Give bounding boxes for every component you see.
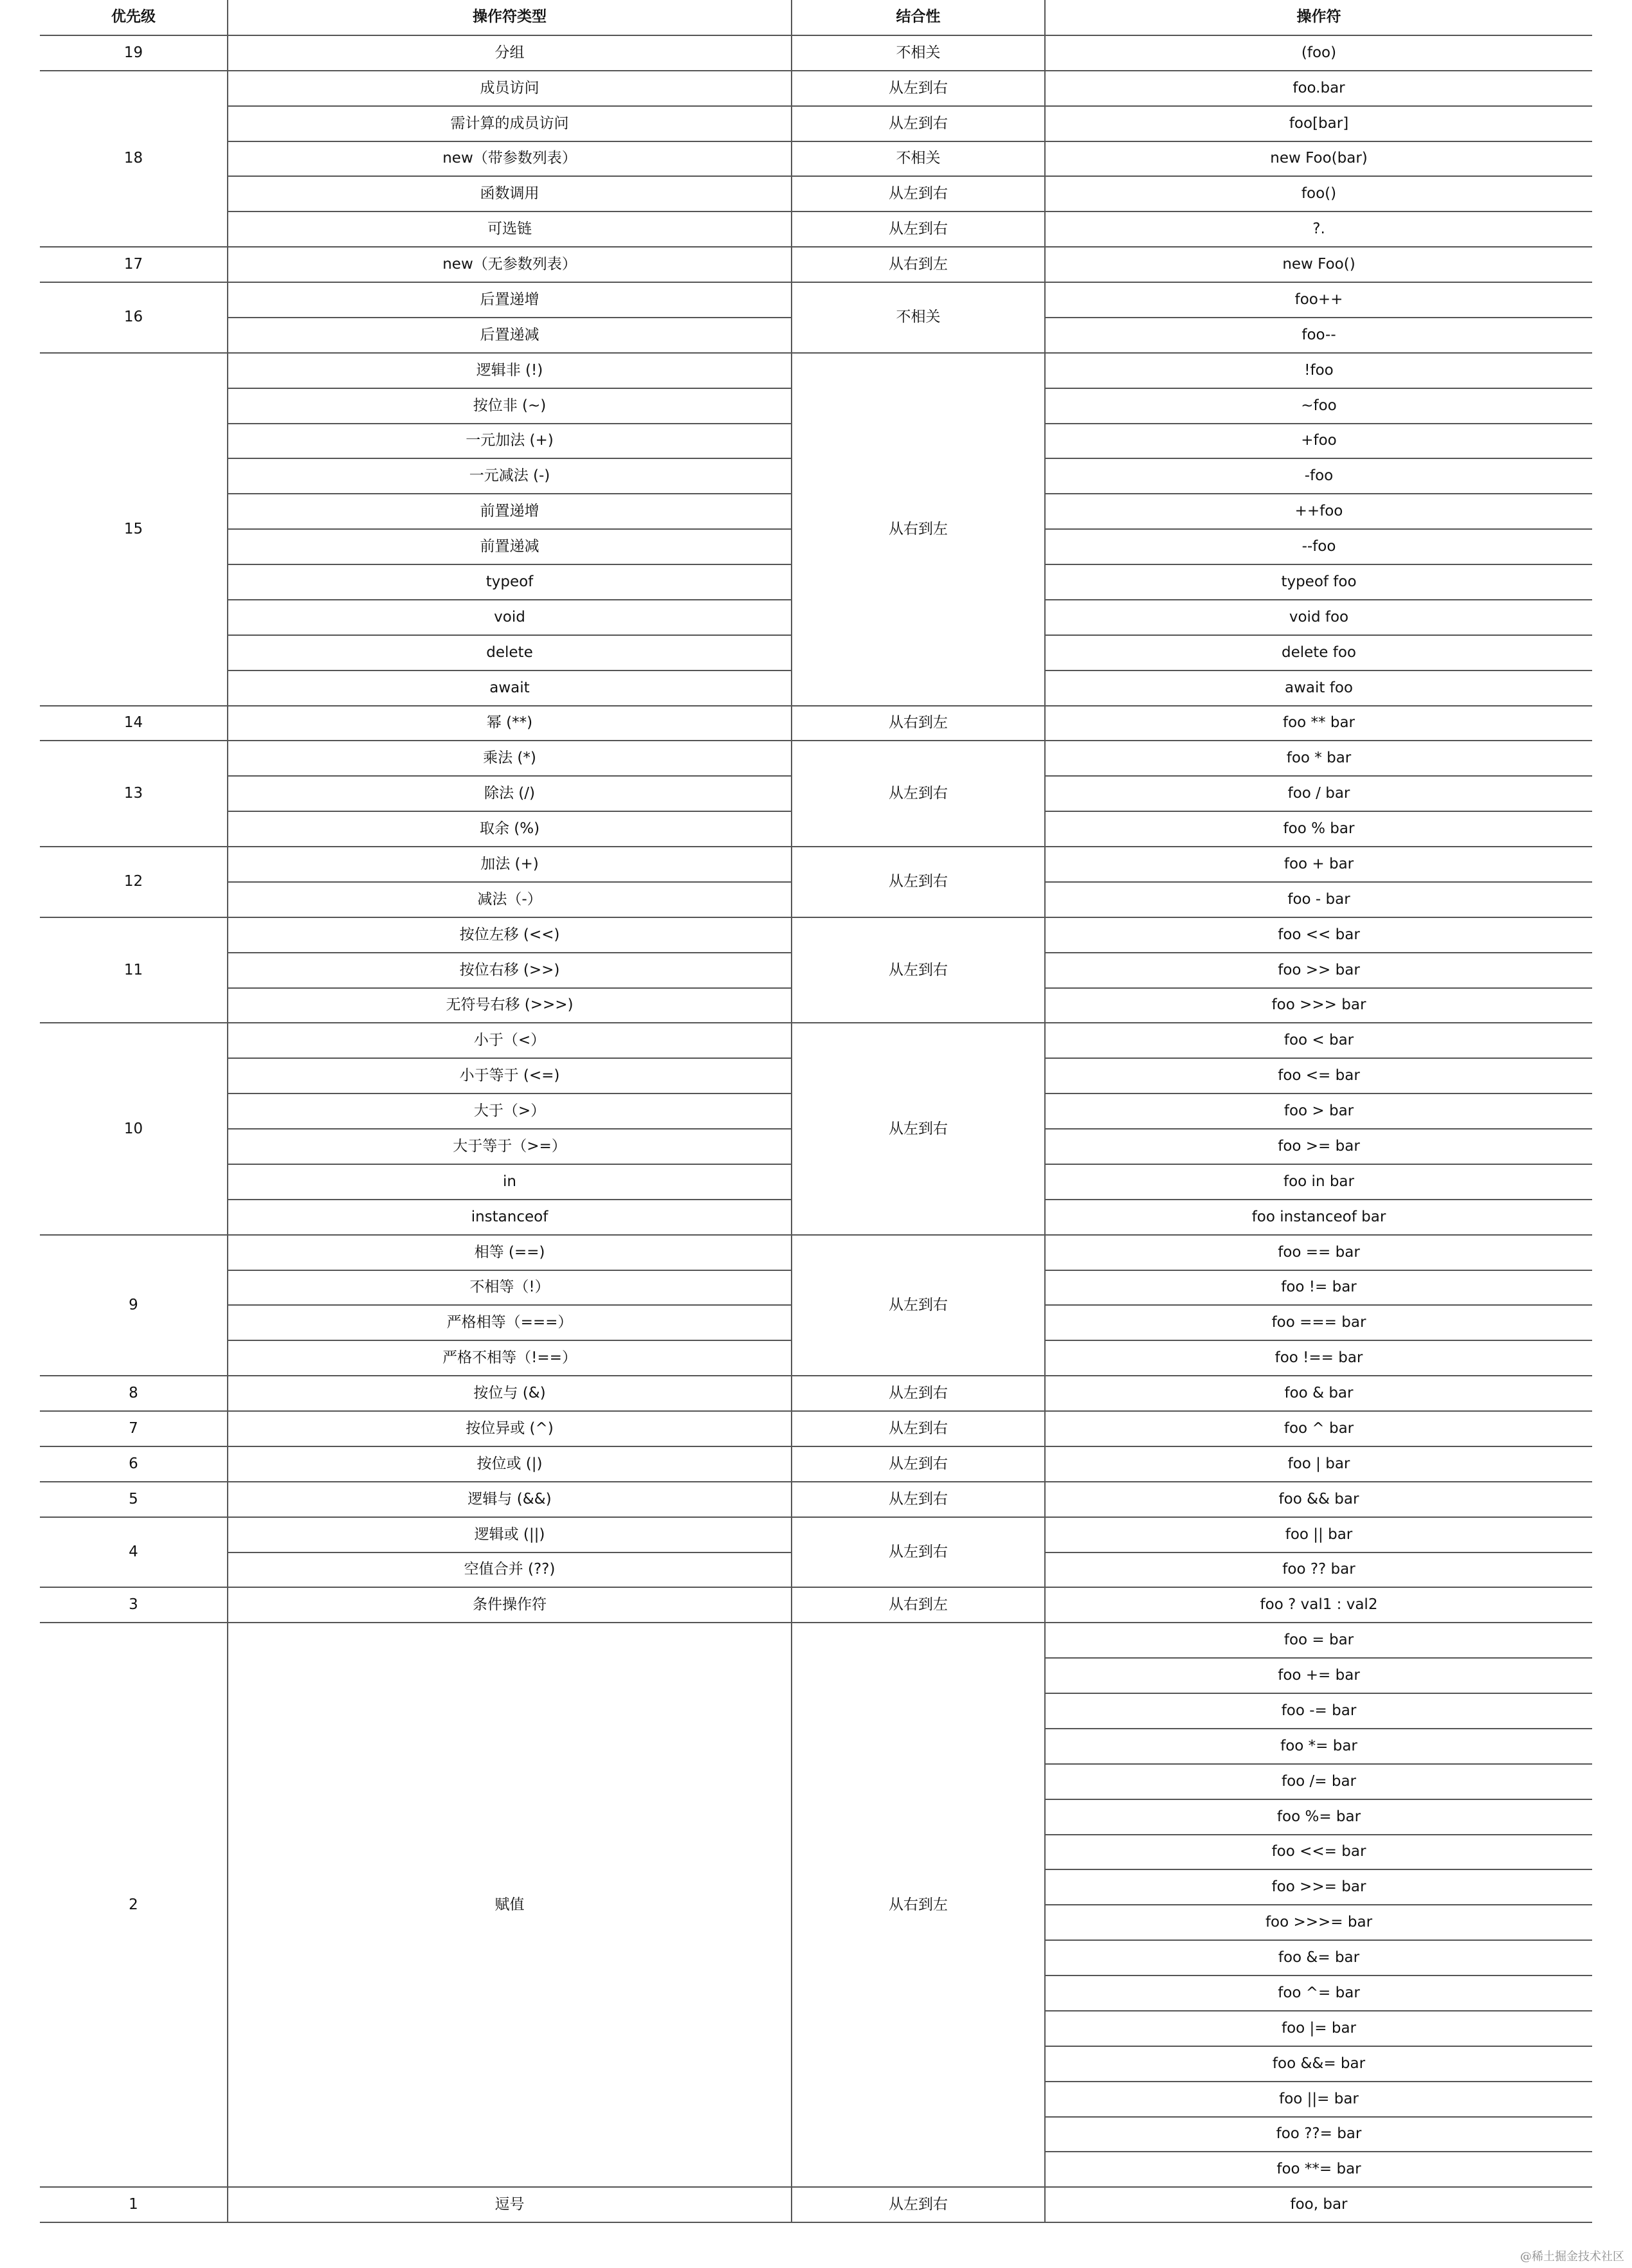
operator-cell: foo / bar bbox=[1045, 776, 1592, 811]
operator-cell: foo === bar bbox=[1045, 1305, 1592, 1340]
operator-cell: foo++ bbox=[1045, 282, 1592, 318]
operator-cell: foo &= bar bbox=[1045, 1940, 1592, 1976]
table-row bbox=[40, 1411, 1592, 1446]
associativity-cell: 从左到右 bbox=[792, 741, 1045, 847]
operator-cell: foo.bar bbox=[1045, 71, 1592, 106]
table-row bbox=[40, 1623, 1592, 1658]
operator-type-cell: 前置递增 bbox=[228, 494, 792, 529]
operator-type-cell: 取余 (%) bbox=[228, 811, 792, 847]
operator-cell: await foo bbox=[1045, 670, 1592, 706]
operator-cell: typeof foo bbox=[1045, 564, 1592, 600]
precedence-cell: 9 bbox=[40, 1235, 228, 1376]
operator-type-cell: 幂 (**) bbox=[228, 706, 792, 741]
operator-type-cell: 逗号 bbox=[228, 2187, 792, 2222]
operator-cell: new Foo(bar) bbox=[1045, 141, 1592, 177]
precedence-cell: 3 bbox=[40, 1587, 228, 1623]
operator-type-cell: await bbox=[228, 670, 792, 706]
table-row bbox=[40, 106, 1592, 141]
associativity-cell: 从左到右 bbox=[792, 71, 1045, 106]
operator-cell: ~foo bbox=[1045, 388, 1592, 424]
operator-type-cell: new（带参数列表） bbox=[228, 141, 792, 177]
operator-type-cell: 大于等于（>=） bbox=[228, 1129, 792, 1164]
watermark: @稀土掘金技术社区 bbox=[1520, 2250, 1624, 2264]
precedence-cell: 1 bbox=[40, 2187, 228, 2222]
operator-cell: foo &&= bar bbox=[1045, 2046, 1592, 2082]
operator-cell: foo <<= bar bbox=[1045, 1835, 1592, 1870]
operator-cell: foo + bar bbox=[1045, 847, 1592, 882]
operator-type-cell: 无符号右移 (>>>) bbox=[228, 988, 792, 1023]
operator-cell: foo == bar bbox=[1045, 1235, 1592, 1270]
table-row bbox=[40, 1587, 1592, 1623]
associativity-cell: 从右到左 bbox=[792, 247, 1045, 282]
operator-type-cell: typeof bbox=[228, 564, 792, 600]
operator-type-cell: 不相等（!） bbox=[228, 1270, 792, 1306]
table-row bbox=[40, 2187, 1592, 2222]
table-row bbox=[40, 1235, 1592, 1270]
operator-cell: foo ||= bar bbox=[1045, 2082, 1592, 2117]
associativity-cell: 从左到右 bbox=[792, 1235, 1045, 1376]
associativity-cell: 从左到右 bbox=[792, 176, 1045, 212]
operator-type-cell: delete bbox=[228, 635, 792, 670]
table-row bbox=[40, 1376, 1592, 1411]
operator-type-cell: 除法 (/) bbox=[228, 776, 792, 811]
table-row bbox=[40, 141, 1592, 177]
header-operator-type: 操作符类型 bbox=[228, 0, 792, 35]
operator-cell: foo >= bar bbox=[1045, 1129, 1592, 1164]
operator-type-cell: 前置递减 bbox=[228, 529, 792, 564]
operator-cell: (foo) bbox=[1045, 35, 1592, 71]
operator-type-cell: 按位或 (|) bbox=[228, 1446, 792, 1482]
operator-type-cell: 减法（-） bbox=[228, 882, 792, 917]
associativity-cell: 从左到右 bbox=[792, 212, 1045, 247]
operator-cell: foo <= bar bbox=[1045, 1058, 1592, 1094]
table-row bbox=[40, 353, 1592, 388]
operator-type-cell: 按位左移 (<<) bbox=[228, 917, 792, 953]
operator-cell: foo < bar bbox=[1045, 1023, 1592, 1058]
operator-cell: foo[bar] bbox=[1045, 106, 1592, 141]
operator-cell: foo % bar bbox=[1045, 811, 1592, 847]
operator-type-cell: 小于等于 (<=) bbox=[228, 1058, 792, 1094]
operator-type-cell: 可选链 bbox=[228, 212, 792, 247]
table-row bbox=[40, 71, 1592, 106]
operator-cell: foo || bar bbox=[1045, 1517, 1592, 1553]
table-row bbox=[40, 212, 1592, 247]
operator-type-cell: 成员访问 bbox=[228, 71, 792, 106]
precedence-cell: 16 bbox=[40, 282, 228, 353]
header-operator: 操作符 bbox=[1045, 0, 1592, 35]
operator-cell: foo !== bar bbox=[1045, 1340, 1592, 1376]
table-row bbox=[40, 282, 1592, 318]
operator-cell: foo * bar bbox=[1045, 741, 1592, 776]
table-row bbox=[40, 176, 1592, 212]
operator-type-cell: 按位异或 (^) bbox=[228, 1411, 792, 1446]
associativity-cell: 从右到左 bbox=[792, 1587, 1045, 1623]
operator-type-cell: 乘法 (*) bbox=[228, 741, 792, 776]
associativity-cell: 从左到右 bbox=[792, 1446, 1045, 1482]
operator-cell: ++foo bbox=[1045, 494, 1592, 529]
operator-cell: +foo bbox=[1045, 424, 1592, 459]
associativity-cell: 从左到右 bbox=[792, 917, 1045, 1023]
operator-type-cell: in bbox=[228, 1164, 792, 1200]
table-row bbox=[40, 1446, 1592, 1482]
associativity-cell: 不相关 bbox=[792, 35, 1045, 71]
operator-type-cell: 按位右移 (>>) bbox=[228, 953, 792, 988]
associativity-cell: 从左到右 bbox=[792, 1517, 1045, 1588]
operator-cell: foo ^= bar bbox=[1045, 1976, 1592, 2011]
operator-cell: foo ^ bar bbox=[1045, 1411, 1592, 1446]
operator-cell: foo /= bar bbox=[1045, 1764, 1592, 1799]
precedence-cell: 11 bbox=[40, 917, 228, 1023]
operator-cell: foo != bar bbox=[1045, 1270, 1592, 1306]
operator-type-cell: new（无参数列表） bbox=[228, 247, 792, 282]
operator-cell: foo << bar bbox=[1045, 917, 1592, 953]
precedence-cell: 7 bbox=[40, 1411, 228, 1446]
operator-type-cell: 逻辑与 (&&) bbox=[228, 1482, 792, 1517]
table-body bbox=[40, 35, 1592, 2222]
associativity-cell: 从右到左 bbox=[792, 1623, 1045, 2187]
operator-cell: foo |= bar bbox=[1045, 2011, 1592, 2046]
table-row bbox=[40, 917, 1592, 953]
precedence-cell: 15 bbox=[40, 353, 228, 706]
operator-cell: foo & bar bbox=[1045, 1376, 1592, 1411]
operator-type-cell: 逻辑非 (!) bbox=[228, 353, 792, 388]
table-row bbox=[40, 741, 1592, 776]
operator-type-cell: 严格不相等（!==） bbox=[228, 1340, 792, 1376]
operator-type-cell: 条件操作符 bbox=[228, 1587, 792, 1623]
precedence-cell: 2 bbox=[40, 1623, 228, 2187]
precedence-cell: 14 bbox=[40, 706, 228, 741]
operator-type-cell: 后置递增 bbox=[228, 282, 792, 318]
operator-cell: foo = bar bbox=[1045, 1623, 1592, 1658]
operator-cell: void foo bbox=[1045, 600, 1592, 635]
operator-cell: foo - bar bbox=[1045, 882, 1592, 917]
precedence-cell: 13 bbox=[40, 741, 228, 847]
operator-type-cell: 空值合并 (??) bbox=[228, 1553, 792, 1588]
operator-cell: foo >>= bar bbox=[1045, 1869, 1592, 1905]
operator-cell: foo ** bar bbox=[1045, 706, 1592, 741]
associativity-cell: 从右到左 bbox=[792, 706, 1045, 741]
associativity-cell: 从左到右 bbox=[792, 106, 1045, 141]
operator-cell: foo ?? bar bbox=[1045, 1553, 1592, 1588]
associativity-cell: 从左到右 bbox=[792, 1482, 1045, 1517]
header-row bbox=[40, 0, 1592, 35]
operator-type-cell: 逻辑或 (||) bbox=[228, 1517, 792, 1553]
header-precedence: 优先级 bbox=[40, 0, 228, 35]
operator-type-cell: 函数调用 bbox=[228, 176, 792, 212]
precedence-cell: 17 bbox=[40, 247, 228, 282]
operator-cell: new Foo() bbox=[1045, 247, 1592, 282]
operator-type-cell: 分组 bbox=[228, 35, 792, 71]
operator-cell: foo instanceof bar bbox=[1045, 1200, 1592, 1235]
table-row bbox=[40, 35, 1592, 71]
table-row bbox=[40, 847, 1592, 882]
table-row bbox=[40, 1517, 1592, 1553]
operator-type-cell: 后置递减 bbox=[228, 318, 792, 353]
table-row bbox=[40, 1482, 1592, 1517]
operator-cell: delete foo bbox=[1045, 635, 1592, 670]
operator-cell: foo in bar bbox=[1045, 1164, 1592, 1200]
precedence-cell: 19 bbox=[40, 35, 228, 71]
header-associativity: 结合性 bbox=[792, 0, 1045, 35]
operator-cell: -foo bbox=[1045, 458, 1592, 494]
operator-cell: foo ??= bar bbox=[1045, 2117, 1592, 2152]
operator-type-cell: void bbox=[228, 600, 792, 635]
operator-cell: foo **= bar bbox=[1045, 2152, 1592, 2187]
operator-cell: foo >> bar bbox=[1045, 953, 1592, 988]
operator-cell: foo -= bar bbox=[1045, 1693, 1592, 1729]
operator-type-cell: instanceof bbox=[228, 1200, 792, 1235]
operator-cell: foo >>> bar bbox=[1045, 988, 1592, 1023]
operator-type-cell: 按位非 (~) bbox=[228, 388, 792, 424]
operator-cell: foo >>>= bar bbox=[1045, 1905, 1592, 1940]
associativity-cell: 从左到右 bbox=[792, 1411, 1045, 1446]
precedence-cell: 18 bbox=[40, 71, 228, 247]
operator-cell: foo() bbox=[1045, 176, 1592, 212]
table-row bbox=[40, 706, 1592, 741]
precedence-cell: 8 bbox=[40, 1376, 228, 1411]
precedence-cell: 10 bbox=[40, 1023, 228, 1234]
operator-cell: foo && bar bbox=[1045, 1482, 1592, 1517]
operator-type-cell: 赋值 bbox=[228, 1623, 792, 2187]
associativity-cell: 不相关 bbox=[792, 141, 1045, 177]
operator-cell: foo > bar bbox=[1045, 1094, 1592, 1129]
table-row bbox=[40, 1023, 1592, 1058]
associativity-cell: 从左到右 bbox=[792, 1376, 1045, 1411]
operator-precedence-table bbox=[40, 0, 1592, 2223]
precedence-cell: 6 bbox=[40, 1446, 228, 1482]
operator-cell: foo-- bbox=[1045, 318, 1592, 353]
operator-cell: --foo bbox=[1045, 529, 1592, 564]
associativity-cell: 从左到右 bbox=[792, 2187, 1045, 2222]
precedence-cell: 5 bbox=[40, 1482, 228, 1517]
operator-type-cell: 一元减法 (-) bbox=[228, 458, 792, 494]
operator-type-cell: 相等 (==) bbox=[228, 1235, 792, 1270]
precedence-cell: 12 bbox=[40, 847, 228, 917]
operator-type-cell: 大于（>） bbox=[228, 1094, 792, 1129]
operator-type-cell: 严格相等（===） bbox=[228, 1305, 792, 1340]
operator-type-cell: 按位与 (&) bbox=[228, 1376, 792, 1411]
operator-cell: ?. bbox=[1045, 212, 1592, 247]
associativity-cell: 从左到右 bbox=[792, 847, 1045, 917]
operator-type-cell: 一元加法 (+) bbox=[228, 424, 792, 459]
operator-cell: foo, bar bbox=[1045, 2187, 1592, 2222]
associativity-cell: 从左到右 bbox=[792, 1023, 1045, 1234]
operator-cell: foo | bar bbox=[1045, 1446, 1592, 1482]
operator-cell: foo %= bar bbox=[1045, 1799, 1592, 1835]
table-row bbox=[40, 247, 1592, 282]
operator-cell: foo *= bar bbox=[1045, 1729, 1592, 1764]
operator-type-cell: 需计算的成员访问 bbox=[228, 106, 792, 141]
operator-cell: foo ? val1 : val2 bbox=[1045, 1587, 1592, 1623]
operator-cell: !foo bbox=[1045, 353, 1592, 388]
associativity-cell: 从右到左 bbox=[792, 353, 1045, 706]
operator-cell: foo += bar bbox=[1045, 1658, 1592, 1693]
associativity-cell: 不相关 bbox=[792, 282, 1045, 353]
operator-type-cell: 加法 (+) bbox=[228, 847, 792, 882]
precedence-cell: 4 bbox=[40, 1517, 228, 1588]
operator-type-cell: 小于（<） bbox=[228, 1023, 792, 1058]
